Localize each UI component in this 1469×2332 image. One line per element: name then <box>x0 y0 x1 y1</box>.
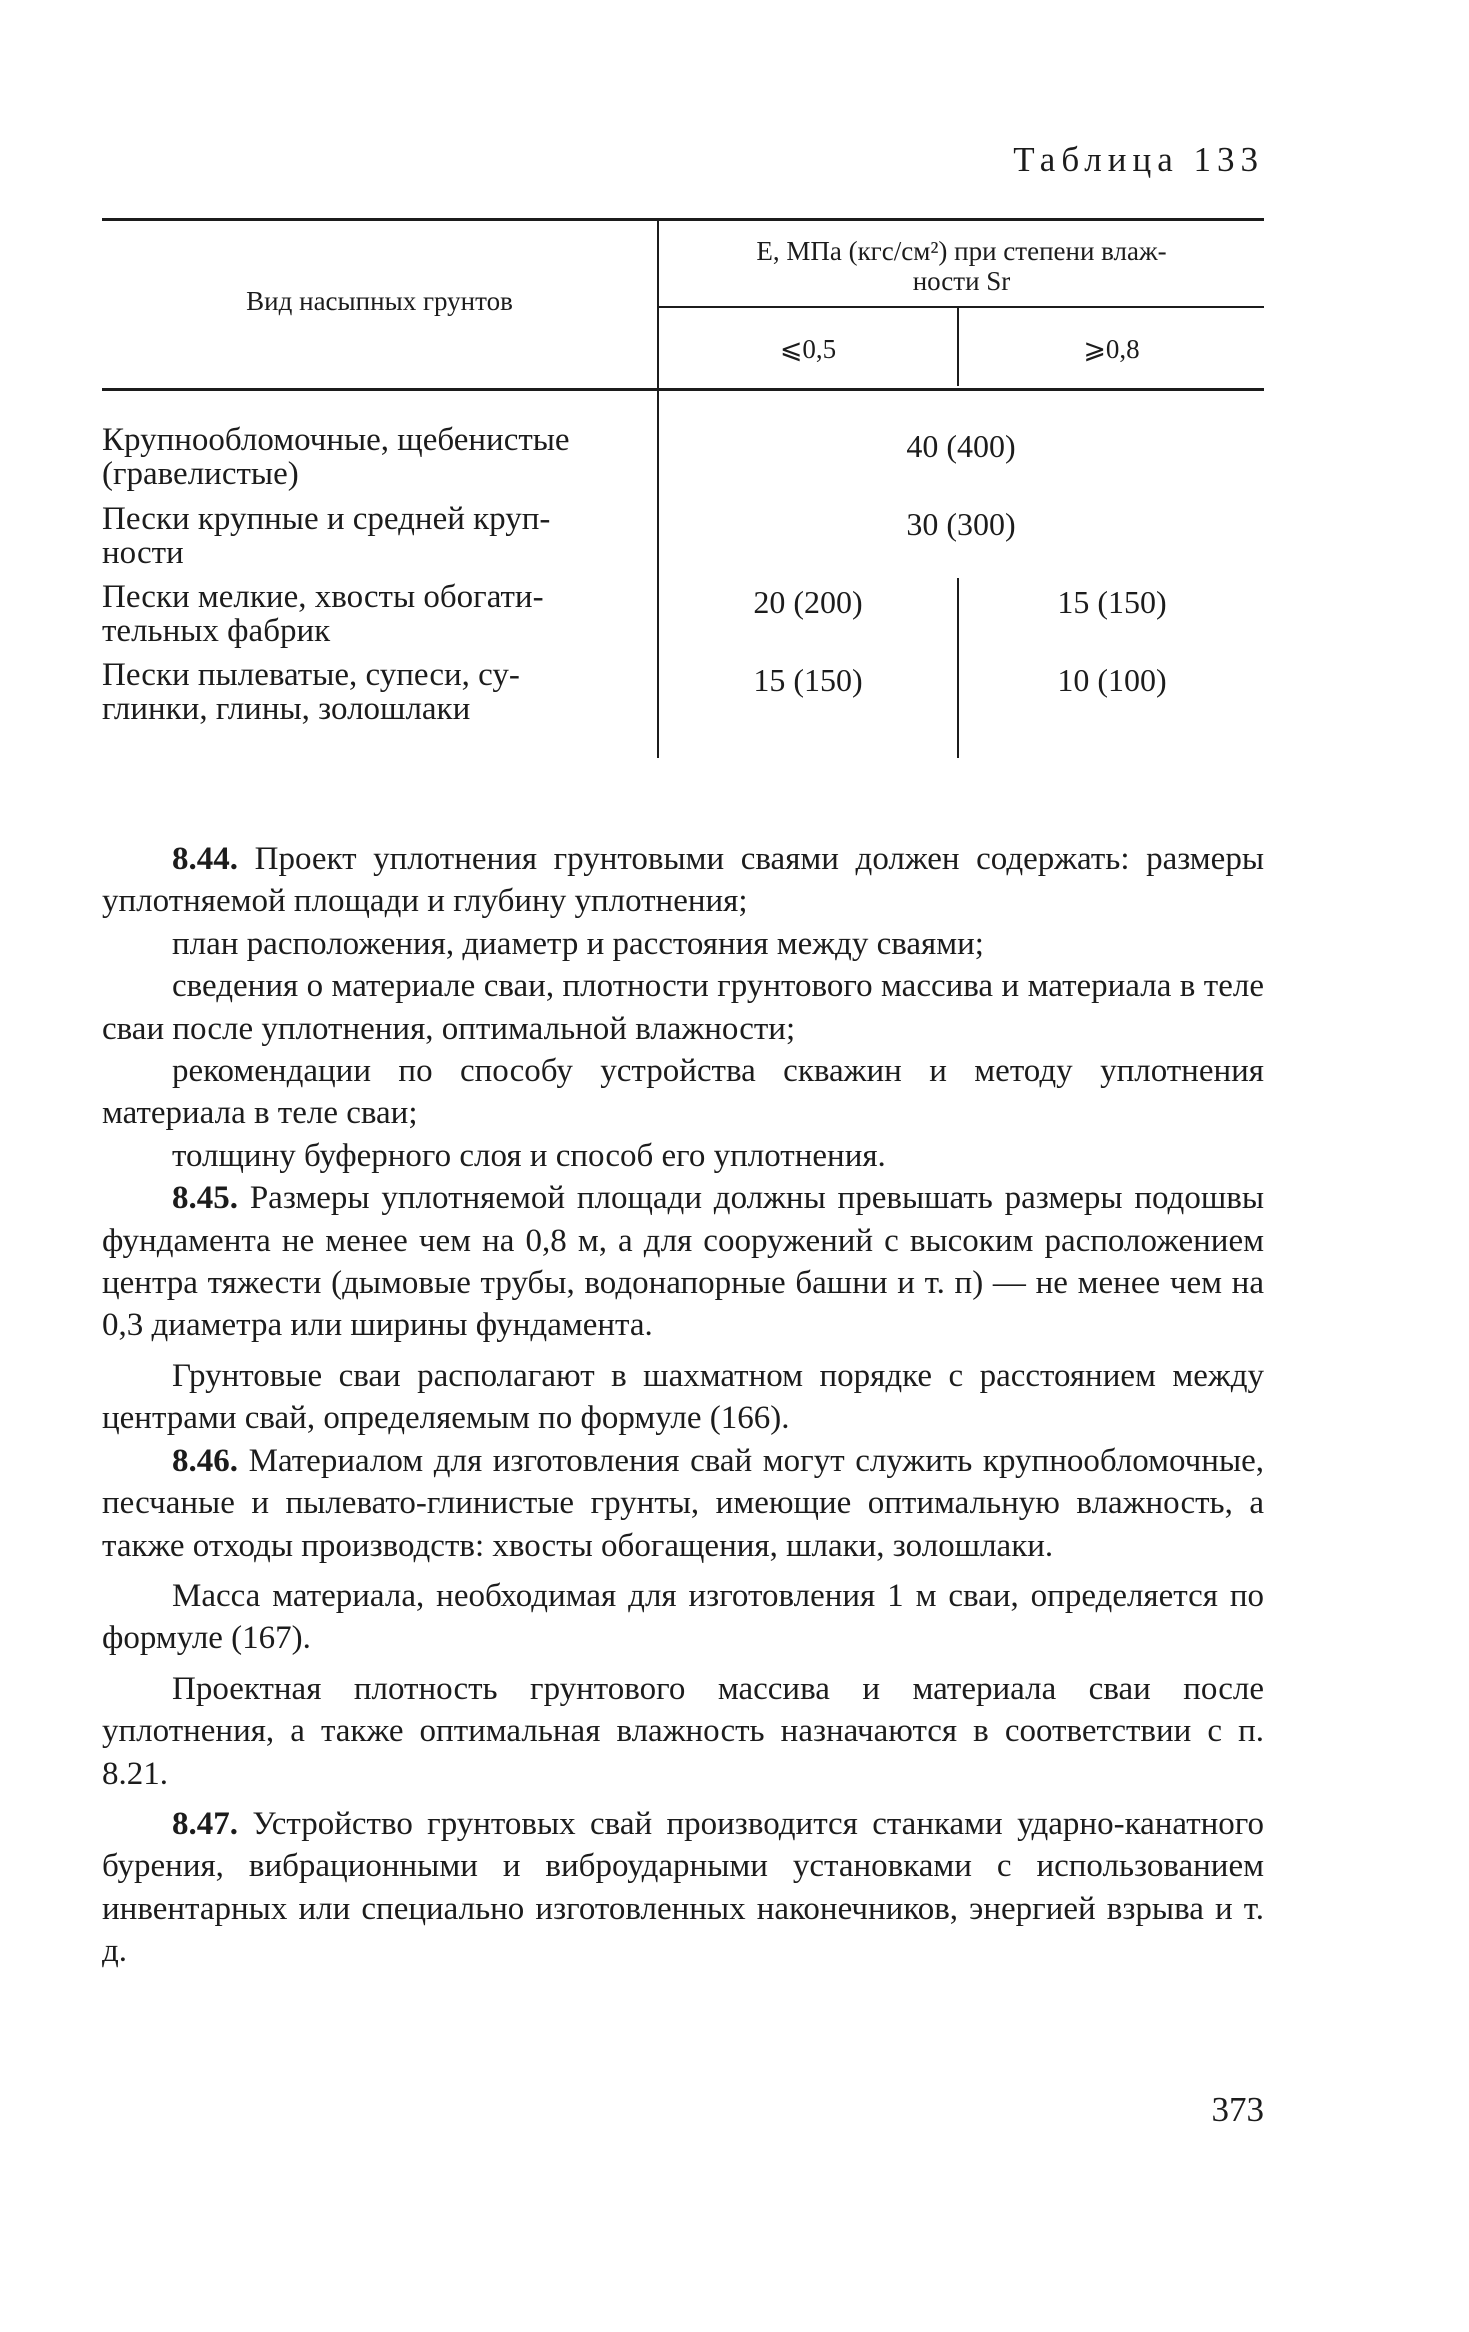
row-name-line2: тельных фабрик <box>102 613 331 649</box>
paragraph <box>102 1135 1264 1177</box>
paragraph-text: Проектная плотность грунтового массива и материала сваи после уплотнения, а также оптимальная влажность назначаются в соответствии с п. 8.21. <box>102 1670 1264 1792</box>
row-name-line2: глинки, глины, золошлаки <box>102 691 471 727</box>
table-row-name <box>102 658 632 726</box>
table-cell-low: 15 (150) <box>753 662 863 698</box>
row-name-line1: Пески мелкие, хвосты обогати- <box>102 579 544 615</box>
page-number: 373 <box>1211 2090 1264 2129</box>
paragraph <box>102 923 1264 965</box>
clause-number: 8.45. <box>172 1180 238 1217</box>
paragraph <box>102 1177 1264 1347</box>
table-caption: Таблица 133 <box>1013 140 1264 179</box>
paragraph <box>102 1803 1264 1973</box>
table-cell-low: 20 (200) <box>753 584 863 620</box>
header-modulus-line2: ности Sr <box>912 266 1011 296</box>
paragraph-text: Размеры уплотняемой площади должны превышать размеры подошвы фундамента не менее чем на 0,8 м, а для сооружений с высоким расположением центра тяжести (дымовые трубы, водонапорные башни и т. п) — не менее чем на 0,3 диаметра или ширины фундамента. <box>102 1180 1264 1344</box>
paragraph <box>102 838 1264 923</box>
header-modulus-line1: E, МПа (кгс/см²) при степени влаж- <box>756 236 1167 266</box>
row-name-line2: ности <box>102 535 184 571</box>
table-row-name <box>102 423 632 491</box>
table-row-name <box>102 502 632 570</box>
body-text <box>102 838 1264 1973</box>
paragraph <box>102 1668 1264 1795</box>
paragraph-text: рекомендации по способу устройства скважин и методу уплотнения материала в теле сваи; <box>102 1053 1264 1132</box>
paragraph-text: сведения о материале сваи, плотности грунтового массива и материала в теле сваи после уплотнения, оптимальной влажности; <box>102 968 1264 1047</box>
table-cell-merged: 30 (300) <box>906 506 1016 542</box>
paragraph <box>102 1355 1264 1440</box>
paragraph-text: Масса материала, необходимая для изготовления 1 м сваи, определяется по формуле (167). <box>102 1577 1264 1657</box>
paragraph-text: Грунтовые сваи располагают в шахматном порядке с расстоянием между центрами свай, определяемым по формуле (166). <box>102 1357 1264 1437</box>
book-page <box>102 0 1264 2332</box>
row-name-line2: (гравелистые) <box>102 456 299 492</box>
paragraph-text: Устройство грунтовых свай производится станками ударно-канатного бурения, вибрационными и виброударными установками с использованием инвентарных или специально изготовленных наконечников, энергией взрыва и т. д. <box>102 1805 1264 1970</box>
header-soil-type: Вид насыпных грунтов <box>246 286 513 316</box>
paragraph-text: план расположения, диаметр и расстояния между сваями; <box>172 925 984 962</box>
header-moisture-low: ⩽0,5 <box>779 334 837 364</box>
paragraph-text: толщину буферного слоя и способ его уплотнения. <box>172 1137 886 1174</box>
paragraph <box>102 1050 1264 1135</box>
paragraph-text: Материалом для изготовления свай могут служить крупнообломочные, песчаные и пылевато-глинистые грунты, имеющие оптимальную влажность, а также отходы производств: хвосты обогащения, шлаки, золошлаки. <box>102 1442 1265 1564</box>
row-name-line1: Пески крупные и средней круп- <box>102 501 551 537</box>
paragraph <box>102 1440 1264 1567</box>
table-cell-merged: 40 (400) <box>906 428 1016 464</box>
header-bottom-rule <box>102 388 1264 391</box>
clause-number: 8.44. <box>172 841 238 877</box>
clause-number: 8.46. <box>172 1442 238 1479</box>
table-cell-high: 10 (100) <box>1057 662 1167 698</box>
soil-modulus-table <box>102 218 1264 758</box>
row-name-line1: Крупнообломочные, щебенистые <box>102 422 570 458</box>
clause-number: 8.47. <box>172 1805 238 1842</box>
header-modulus-group <box>659 236 1264 296</box>
paragraph <box>102 1575 1264 1660</box>
table-top-rule <box>102 218 1264 221</box>
table-row-name <box>102 580 632 648</box>
paragraph <box>102 965 1264 1050</box>
header-moisture-high: ⩾0,8 <box>1083 334 1140 364</box>
table-cell-high: 15 (150) <box>1057 584 1167 620</box>
row-name-line1: Пески пылеватые, супеси, су- <box>102 657 520 693</box>
paragraph-text: Проект уплотнения грунтовыми сваями должен содержать: размеры уплотняемой площади и глубину уплотнения; <box>102 841 1265 920</box>
header-group-rule <box>659 306 1264 308</box>
